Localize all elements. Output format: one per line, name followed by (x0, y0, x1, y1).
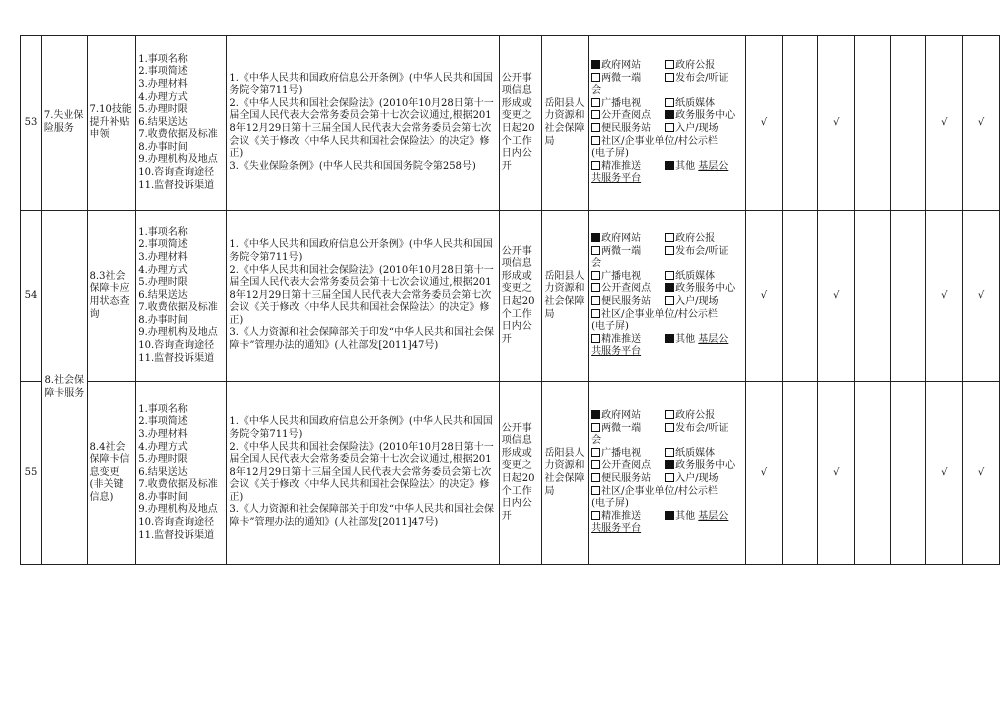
checkbox-icon (591, 98, 600, 107)
row-number: 54 (21, 211, 42, 382)
checkbox-icon (665, 271, 674, 280)
checkbox-icon (591, 296, 600, 305)
checkbox-checked-icon (665, 110, 674, 119)
mark-col4 (855, 211, 891, 382)
public-contents: 1.事项名称 2.事项简述 3.办理材料 4.办理方式 5.办理时限 6.结果送达 7.收费依据及标准 8.办事时间 9.办理机构及地点 10.咨询查询途径 11.监督投诉渠道 (136, 36, 227, 211)
checkbox-icon (591, 460, 600, 469)
checkbox-checked-icon (665, 161, 674, 170)
mark-col4 (855, 36, 891, 211)
responsible-agency: 岳阳县人力资源和社会保障局 (542, 382, 589, 565)
checkbox-icon (665, 423, 674, 432)
legal-basis: 1.《中华人民共和国政府信息公开条例》(中华人民共和国国务院令第711号) 2.《中华人民共和国社会保险法》(2010年10月28日第十一届全国人民代表大会常务委员会第十七次会议通过,根据2018年12月29日第十三届全国人民代表大会常务委员会第七次会议《关于修改〈中华人民共和国社会保险法〉的决定》修正) 3.《人力资源和社会保障部关于印发“中华人民共和国社会保障卡”管理办法的通知》(人社部发[2011]47号) (227, 382, 499, 565)
checkbox-checked-icon (591, 60, 600, 69)
table-row (21, 36, 1000, 211)
mark-col2 (782, 211, 818, 382)
checkbox-icon (665, 410, 674, 419)
category-level2: 8.4社会保障卡信息变更(非关键信息) (87, 382, 136, 565)
table-row (21, 211, 1000, 382)
checkbox-icon (591, 110, 600, 119)
mark-col5 (890, 36, 926, 211)
checkbox-checked-icon (665, 334, 674, 343)
mark-col7: √ (963, 211, 1000, 382)
disclosure-timing: 公开事项信息形成或变更之日起20个工作日内公开 (499, 382, 542, 565)
checkbox-checked-icon (665, 283, 674, 292)
checkbox-icon (591, 283, 600, 292)
mark-col7: √ (963, 382, 1000, 565)
disclosure-timing: 公开事项信息形成或变更之日起20个工作日内公开 (499, 36, 542, 211)
mark-col1: √ (746, 211, 783, 382)
disclosure-timing: 公开事项信息形成或变更之日起20个工作日内公开 (499, 211, 542, 382)
disclosure-channels: 政府网站 政府公报 两微一端 发布会/听证 会 广播电视 纸质媒体 公开查阅点 政务服务中心 便民服务站 入户/现场 社区/企事业单位/村公示栏 (电子屏) 精准推送 其他 基层公 共服务平台 (589, 382, 746, 565)
mark-col5 (890, 382, 926, 565)
checkbox-icon (665, 123, 674, 132)
mark-col1: √ (746, 36, 783, 211)
mark-col3: √ (818, 211, 855, 382)
disclosure-table (20, 35, 1000, 565)
mark-col4 (855, 382, 891, 565)
checkbox-icon (665, 98, 674, 107)
checkbox-icon (665, 296, 674, 305)
category-level2: 8.3社会保障卡应用状态查询 (87, 211, 136, 382)
checkbox-icon (591, 136, 600, 145)
row-number: 53 (21, 36, 42, 211)
checkbox-checked-icon (665, 511, 674, 520)
category-level1: 8.社会保障卡服务 (41, 211, 87, 565)
row-number: 55 (21, 382, 42, 565)
disclosure-channels: 政府网站 政府公报 两微一端 发布会/听证 会 广播电视 纸质媒体 公开查阅点 政务服务中心 便民服务站 入户/现场 社区/企事业单位/村公示栏 (电子屏) 精准推送 其他 基层公 共服务平台 (589, 36, 746, 211)
category-level1: 7.失业保险服务 (41, 36, 87, 211)
category-level2: 7.10技能提升补贴申领 (87, 36, 136, 211)
checkbox-icon (591, 334, 600, 343)
mark-col3: √ (818, 382, 855, 565)
disclosure-channels: 政府网站 政府公报 两微一端 发布会/听证 会 广播电视 纸质媒体 公开查阅点 政务服务中心 便民服务站 入户/现场 社区/企事业单位/村公示栏 (电子屏) 精准推送 其他 基层公 共服务平台 (589, 211, 746, 382)
checkbox-icon (665, 73, 674, 82)
public-contents: 1.事项名称 2.事项简述 3.办理材料 4.办理方式 5.办理时限 6.结果送达 7.收费依据及标准 8.办事时间 9.办理机构及地点 10.咨询查询途径 11.监督投诉渠道 (136, 382, 227, 565)
checkbox-icon (591, 448, 600, 457)
checkbox-icon (591, 271, 600, 280)
checkbox-icon (591, 123, 600, 132)
mark-col2 (782, 382, 818, 565)
checkbox-icon (591, 486, 600, 495)
checkbox-icon (591, 161, 600, 170)
mark-col7: √ (963, 36, 1000, 211)
checkbox-icon (591, 246, 600, 255)
mark-col5 (890, 211, 926, 382)
responsible-agency: 岳阳县人力资源和社会保障局 (542, 211, 589, 382)
checkbox-icon (665, 448, 674, 457)
checkbox-icon (591, 309, 600, 318)
mark-col6: √ (926, 211, 963, 382)
mark-col6: √ (926, 382, 963, 565)
mark-col3: √ (818, 36, 855, 211)
checkbox-icon (591, 511, 600, 520)
legal-basis: 1.《中华人民共和国政府信息公开条例》(中华人民共和国国务院令第711号) 2.《中华人民共和国社会保险法》(2010年10月28日第十一届全国人民代表大会常务委员会第十七次会议通过,根据2018年12月29日第十三届全国人民代表大会常务委员会第七次会议《关于修改〈中华人民共和国社会保险法〉的决定》修正) 3.《失业保险条例》(中华人民共和国国务院令第258号) (227, 36, 499, 211)
checkbox-icon (665, 233, 674, 242)
checkbox-checked-icon (591, 233, 600, 242)
responsible-agency: 岳阳县人力资源和社会保障局 (542, 36, 589, 211)
checkbox-icon (665, 473, 674, 482)
checkbox-icon (591, 73, 600, 82)
checkbox-checked-icon (591, 410, 600, 419)
mark-col1: √ (746, 382, 783, 565)
legal-basis: 1.《中华人民共和国政府信息公开条例》(中华人民共和国国务院令第711号) 2.《中华人民共和国社会保险法》(2010年10月28日第十一届全国人民代表大会常务委员会第十七次会议通过,根据2018年12月29日第十三届全国人民代表大会常务委员会第七次会议《关于修改〈中华人民共和国社会保险法〉的决定》修正) 3.《人力资源和社会保障部关于印发“中华人民共和国社会保障卡”管理办法的通知》(人社部发[2011]47号) (227, 211, 499, 382)
checkbox-icon (591, 473, 600, 482)
mark-col6: √ (926, 36, 963, 211)
mark-col2 (782, 36, 818, 211)
checkbox-checked-icon (665, 460, 674, 469)
public-contents: 1.事项名称 2.事项简述 3.办理材料 4.办理方式 5.办理时限 6.结果送达 7.收费依据及标准 8.办事时间 9.办理机构及地点 10.咨询查询途径 11.监督投诉渠道 (136, 211, 227, 382)
table-row (21, 382, 1000, 565)
checkbox-icon (665, 246, 674, 255)
checkbox-icon (665, 60, 674, 69)
checkbox-icon (591, 423, 600, 432)
